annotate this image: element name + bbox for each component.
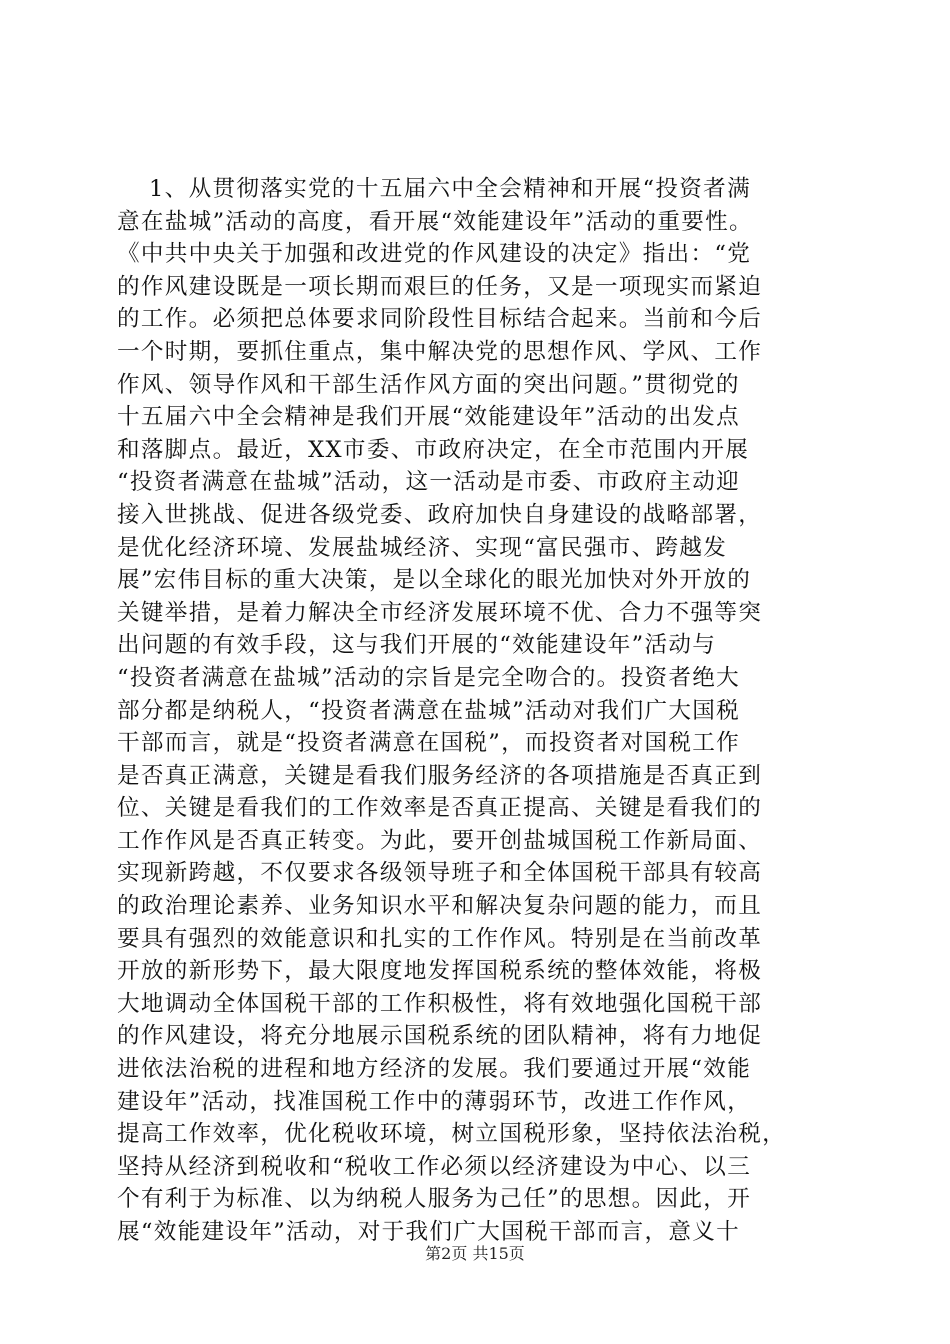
paragraph-line: 展”宏伟目标的重大决策，是以全球化的眼光加快对外开放的	[117, 567, 752, 594]
page-number-label: 第2页 共15页	[425, 1244, 525, 1263]
paragraph-line: 关键举措，是着力解决全市经济发展环境不优、合力不强等突	[117, 599, 763, 626]
paragraph-line: 是优化经济环境、发展盐城经济、实现“富民强市、跨越发	[117, 534, 728, 561]
paragraph-line: “投资者满意在盐城”活动的宗旨是完全吻合的。投资者绝大	[117, 664, 741, 691]
paragraph-line: 个有利于为标准、以为纳税人服务为己任”的思想。因此，开	[117, 1186, 752, 1213]
page-footer	[0, 1243, 950, 1265]
paragraph-line: 要具有强烈的效能意识和扎实的工作作风。特别是在当前改革	[117, 925, 763, 952]
paragraph-line: 意在盐城”活动的高度，看开展“效能建设年”活动的重要性。	[117, 208, 753, 235]
paragraph-line: 的作风建设既是一项长期而艰巨的任务，又是一项现实而紧迫	[117, 273, 763, 300]
paragraph-line: 进依法治税的进程和地方经济的发展。我们要通过开展“效能	[117, 1056, 752, 1083]
paragraph-line: 展“效能建设年”活动，对于我们广大国税干部而言，意义十	[117, 1219, 741, 1245]
paragraph-line: 的作风建设，将充分地展示国税系统的团队精神，将有力地促	[117, 1023, 763, 1050]
paragraph-line: 和落脚点。最近，XX市委、市政府决定，在全市范围内开展	[117, 436, 750, 463]
paragraph-line: 大地调动全体国税干部的工作积极性，将有效地强化国税干部	[117, 990, 763, 1017]
paragraph-line: 实现新跨越，不仅要求各级领导班子和全体国税干部具有较高	[117, 860, 763, 887]
paragraph-line: 的政治理论素养、业务知识水平和解决复杂问题的能力，而且	[117, 893, 763, 920]
paragraph-line: 位、关键是看我们的工作效率是否真正提高、关键是看我们的	[117, 795, 763, 822]
paragraph-line: 的工作。必须把总体要求同阶段性目标结合起来。当前和今后	[117, 306, 763, 333]
paragraph-line: 干部而言，就是“投资者满意在国税”，而投资者对国税工作	[117, 730, 741, 757]
paragraph-line: 是否真正满意，关键是看我们服务经济的各项措施是否真正到	[117, 762, 763, 789]
paragraph-line: 《中共中央关于加强和改进党的作风建设的决定》指出：“党	[117, 241, 752, 268]
paragraph-line: 建设年”活动，找准国税工作中的薄弱环节，改进工作作风，	[117, 1088, 752, 1115]
paragraph-line: 1、从贯彻落实党的十五届六中全会精神和开展“投资者满	[149, 176, 751, 202]
paragraph-line: 部分都是纳税人，“投资者满意在盐城”活动对我们广大国税	[117, 697, 741, 724]
paragraph-line: 坚持从经济到税收和“税收工作必须以经济建设为中心、以三	[117, 1153, 752, 1180]
paragraph-line: 一个时期，要抓住重点，集中解决党的思想作风、学风、工作	[117, 338, 763, 365]
paragraph-line: 接入世挑战、促进各级党委、政府加快自身建设的战略部署，	[117, 501, 763, 528]
paragraph-line: “投资者满意在盐城”活动，这一活动是市委、市政府主动迎	[117, 469, 741, 496]
paragraph-line: 开放的新形势下，最大限度地发挥国税系统的整体效能，将极	[117, 958, 763, 985]
paragraph-line: 十五届六中全会精神是我们开展“效能建设年”活动的出发点	[117, 404, 741, 431]
body-paragraph	[117, 173, 837, 1249]
paragraph-line: 工作作风是否真正转变。为此，要开创盐城国税工作新局面、	[117, 827, 763, 854]
paragraph-line: 作风、领导作风和干部生活作风方面的突出问题。”贯彻党的	[117, 371, 740, 398]
paragraph-line: 提高工作效率，优化税收环境，树立国税形象，坚持依法治税，	[117, 1121, 787, 1148]
paragraph-line: 出问题的有效手段，这与我们开展的“效能建设年”活动与	[117, 632, 717, 659]
